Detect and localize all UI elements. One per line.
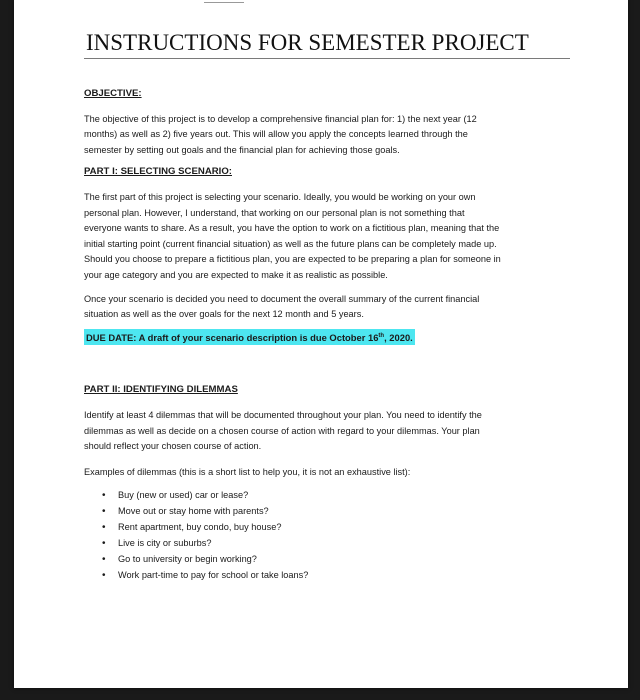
part1-paragraph-1: [84, 190, 554, 284]
part2-heading: PART II: IDENTIFYING DILEMMAS: [84, 384, 238, 396]
list-item: [102, 488, 554, 504]
text-line: should reflect your chosen course of action.: [84, 441, 262, 452]
part1-paragraph-2: [84, 292, 554, 323]
bullet-icon: •: [102, 554, 106, 566]
document-body: [84, 86, 554, 584]
page-title: INSTRUCTIONS FOR SEMESTER PROJECT: [86, 30, 529, 55]
page-top-mark: [204, 0, 244, 3]
bullet-icon: •: [102, 569, 106, 581]
list-item: [102, 520, 554, 536]
bullet-icon: •: [102, 522, 106, 534]
list-item-text: Go to university or begin working?: [118, 554, 257, 565]
list-item: [102, 536, 554, 552]
text-line: personal plan. However, I understand, that working on our personal plan is not something that: [84, 207, 465, 218]
text-line: dilemmas as well as decide on a chosen course of action with regard to your dilemmas. Your plan: [84, 425, 480, 436]
due-date-text: DUE DATE: A draft of your scenario description is due October 16: [86, 331, 379, 343]
list-item: [102, 568, 554, 584]
text-line: months) as well as 2) five years out. This will allow you apply the concepts learned through the: [84, 129, 468, 140]
text-line: everyone wants to share. As a result, you have the option to work on a fictitious plan, meaning that the: [84, 223, 500, 234]
title-underline: [84, 58, 570, 59]
dilemma-examples-list: [84, 488, 554, 583]
list-item-text: Rent apartment, buy condo, buy house?: [118, 522, 282, 533]
part2-paragraph-1: [84, 408, 554, 455]
text-line: Should you choose to prepare a fictitious plan, you are expected to be preparing a plan for someone in: [84, 254, 501, 265]
bullet-icon: •: [102, 506, 106, 518]
text-line: The objective of this project is to develop a comprehensive financial plan for: 1) the next year (12: [84, 113, 477, 124]
text-line: initial starting point (current financial situation) as well as the future plans can be completely made up.: [84, 238, 497, 249]
objective-paragraph: [84, 112, 554, 159]
list-item-text: Move out or stay home with parents?: [118, 506, 269, 517]
list-item-text: Work part-time to pay for school or take loans?: [118, 569, 309, 580]
examples-intro: Examples of dilemmas (this is a short list to help you, it is not an exhaustive list):: [84, 466, 411, 477]
list-item-text: Buy (new or used) car or lease?: [118, 490, 249, 501]
objective-heading: OBJECTIVE:: [84, 88, 142, 99]
text-line: Once your scenario is decided you need to document the overall summary of the current financial: [84, 293, 480, 304]
document-page: [14, 0, 628, 688]
bullet-icon: •: [102, 490, 106, 502]
list-item: [102, 552, 554, 568]
text-line: Identify at least 4 dilemmas that will be documented throughout your plan. You need to identify the: [84, 410, 482, 421]
text-line: The first part of this project is selecting your scenario. Ideally, you would be working on your own: [84, 191, 476, 202]
text-line: situation as well as the over goals for the next 12 month and 5 years.: [84, 309, 364, 320]
list-item-text: Live is city or suburbs?: [118, 538, 212, 549]
text-line: semester by setting out goals and the financial plan for achieving those goals.: [84, 144, 400, 155]
text-line: your age category and you are expected to make it as realistic as possible.: [84, 269, 388, 280]
part1-heading: PART I: SELECTING SCENARIO:: [84, 166, 232, 178]
bullet-icon: •: [102, 538, 106, 550]
due-date-notice: [84, 329, 554, 347]
due-date-superscript: th: [378, 332, 385, 339]
due-date-year: , 2020.: [384, 331, 413, 343]
list-item: [102, 504, 554, 520]
due-date-highlight: [84, 329, 415, 345]
